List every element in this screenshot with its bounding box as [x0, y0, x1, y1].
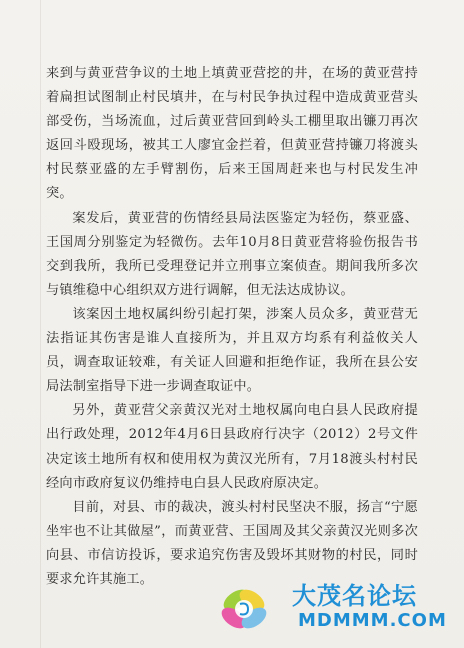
- paragraph-2: 案发后，黄亚营的伤情经县局法医鉴定为轻伤，蔡亚盛、王国周分别鉴定为轻微伤。去年10月8日黄亚营将验伤报告书交到我所，我所已受理登记并立刑事立案侦查。期间我所多次与镇维稳中心组织双方进行调解，但无法达成协议。: [46, 210, 418, 298]
- paragraph-1: 来到与黄亚营争议的土地上填黄亚营挖的井，在场的黄亚营持着扁担试图制止村民填井，在与村民争执过程中造成黄亚营头部受伤，当场流血，过后黄亚营回到岭头工棚里取出镰刀再次返回斗殴现场，被其工人廖宜金拦着，但黄亚营持镰刀将渡头村民蔡亚盛的左手臂割伤，后来王国周赶来也与村民发生冲突。: [46, 66, 418, 202]
- page-crease: [40, 0, 41, 648]
- paragraph-4: 另外，黄亚营父亲黄汉光对土地权属向电白县人民政府提出行政处理，2012年4月6日县政府行决字（2012）2号文件决定该土地所有权和使用权为黄汉光所有，7月18渡头村村民经向市政府复议仍维持电白县人民政府原决定。: [46, 403, 418, 491]
- watermark-domain: MDMMM.COM: [298, 610, 447, 631]
- watermark-title: 大茂名论坛: [292, 582, 417, 610]
- document-body: [46, 62, 418, 592]
- paragraph-5: 目前，对县、市的裁决，渡头村村民坚决不服，扬言“宁愿坐牢也不让其做屋”，而黄亚营、王国周及其父亲黄汉光则多次向县、市信访投诉，要求追究伤害及毁坏其财物的村民，同时要求允许其施工。: [46, 499, 418, 587]
- watermark-logo: [214, 574, 454, 644]
- paragraph-3: 该案因土地权属纠纷引起打架，涉案人员众多，黄亚营无法指证其伤害是谁人直接所为，并且双方均系有利益攸关人员，调查取证较难，有关证人回避和拒绝作证，我所在县公安局法制室指导下进一步调查取证中。: [46, 306, 418, 395]
- flower-emblem-icon: [214, 580, 274, 636]
